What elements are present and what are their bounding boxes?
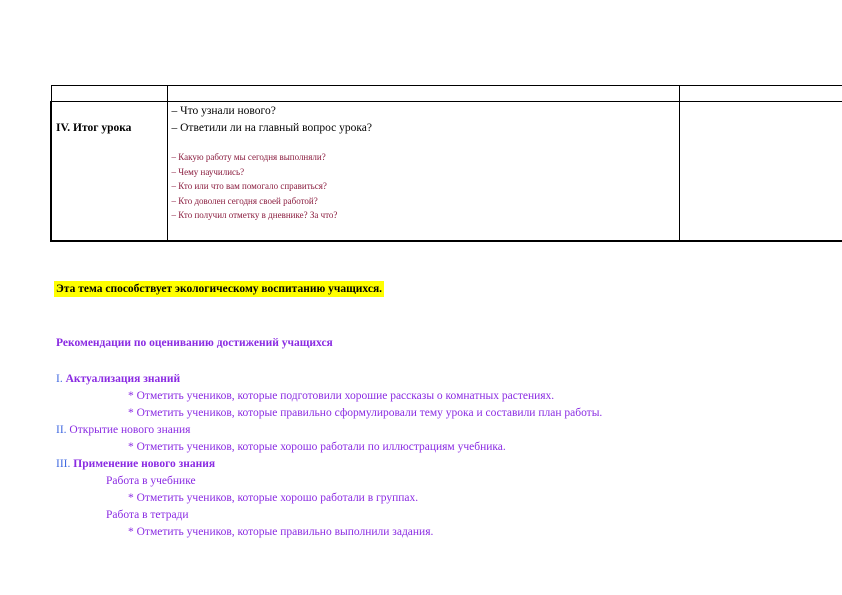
- section-label: Актуализация знаний: [62, 373, 181, 385]
- sub-question: – Чему научились?: [171, 166, 245, 177]
- subsection-label: Работа в тетради: [106, 509, 189, 521]
- section-label: Открытие нового знания: [66, 424, 191, 436]
- questions-cell: [167, 102, 679, 242]
- notes-cell: [679, 102, 842, 242]
- recommendation-item: * Отметить учеников, которые подготовили хорошие рассказы о комнатных растениях.: [128, 390, 555, 402]
- sub-question: – Кто доволен сегодня своей работой?: [171, 195, 318, 206]
- table-cell: [167, 86, 679, 102]
- lesson-table: [50, 85, 842, 242]
- sub-question-list: [172, 150, 675, 223]
- recommendation-item: * Отметить учеников, которые хорошо работали в группах.: [128, 492, 419, 504]
- section-number: III.: [56, 458, 71, 470]
- recommendation-item: * Отметить учеников, которые правильно выполнили задания.: [128, 526, 434, 538]
- sub-question: – Кто получил отметку в дневнике? За что?: [171, 210, 338, 220]
- recommendation-item: * Отметить учеников, которые хорошо работали по иллюстрациям учебника.: [128, 441, 506, 453]
- stage-label: IV. Итог урока: [56, 122, 132, 134]
- section-heading: [56, 456, 215, 472]
- table-row: [51, 86, 842, 102]
- recommendations-title: Рекомендации по оцениванию достижений учащихся: [56, 337, 333, 349]
- subsection-label: Работа в учебнике: [106, 475, 196, 487]
- sub-question: – Кто или что вам помогало справиться?: [171, 181, 327, 191]
- section-number: I.: [56, 373, 63, 385]
- section-label: Применение нового знания: [70, 458, 216, 470]
- section-heading: [56, 371, 180, 387]
- table-cell: [51, 86, 167, 102]
- stage-cell: [51, 102, 167, 242]
- table-row: [51, 102, 842, 242]
- main-question: – Ответили ли на главный вопрос урока?: [171, 122, 372, 134]
- highlighted-note: Эта тема способствует экологическому воспитанию учащихся.: [56, 283, 383, 295]
- section-number: II.: [56, 424, 67, 436]
- section-heading: [56, 422, 190, 438]
- table-cell: [679, 86, 842, 102]
- main-question: – Что узнали нового?: [171, 105, 276, 117]
- sub-question: – Какую работу мы сегодня выполняли?: [171, 152, 326, 162]
- recommendation-item: * Отметить учеников, которые правильно сформулировали тему урока и составили план работы.: [128, 407, 603, 419]
